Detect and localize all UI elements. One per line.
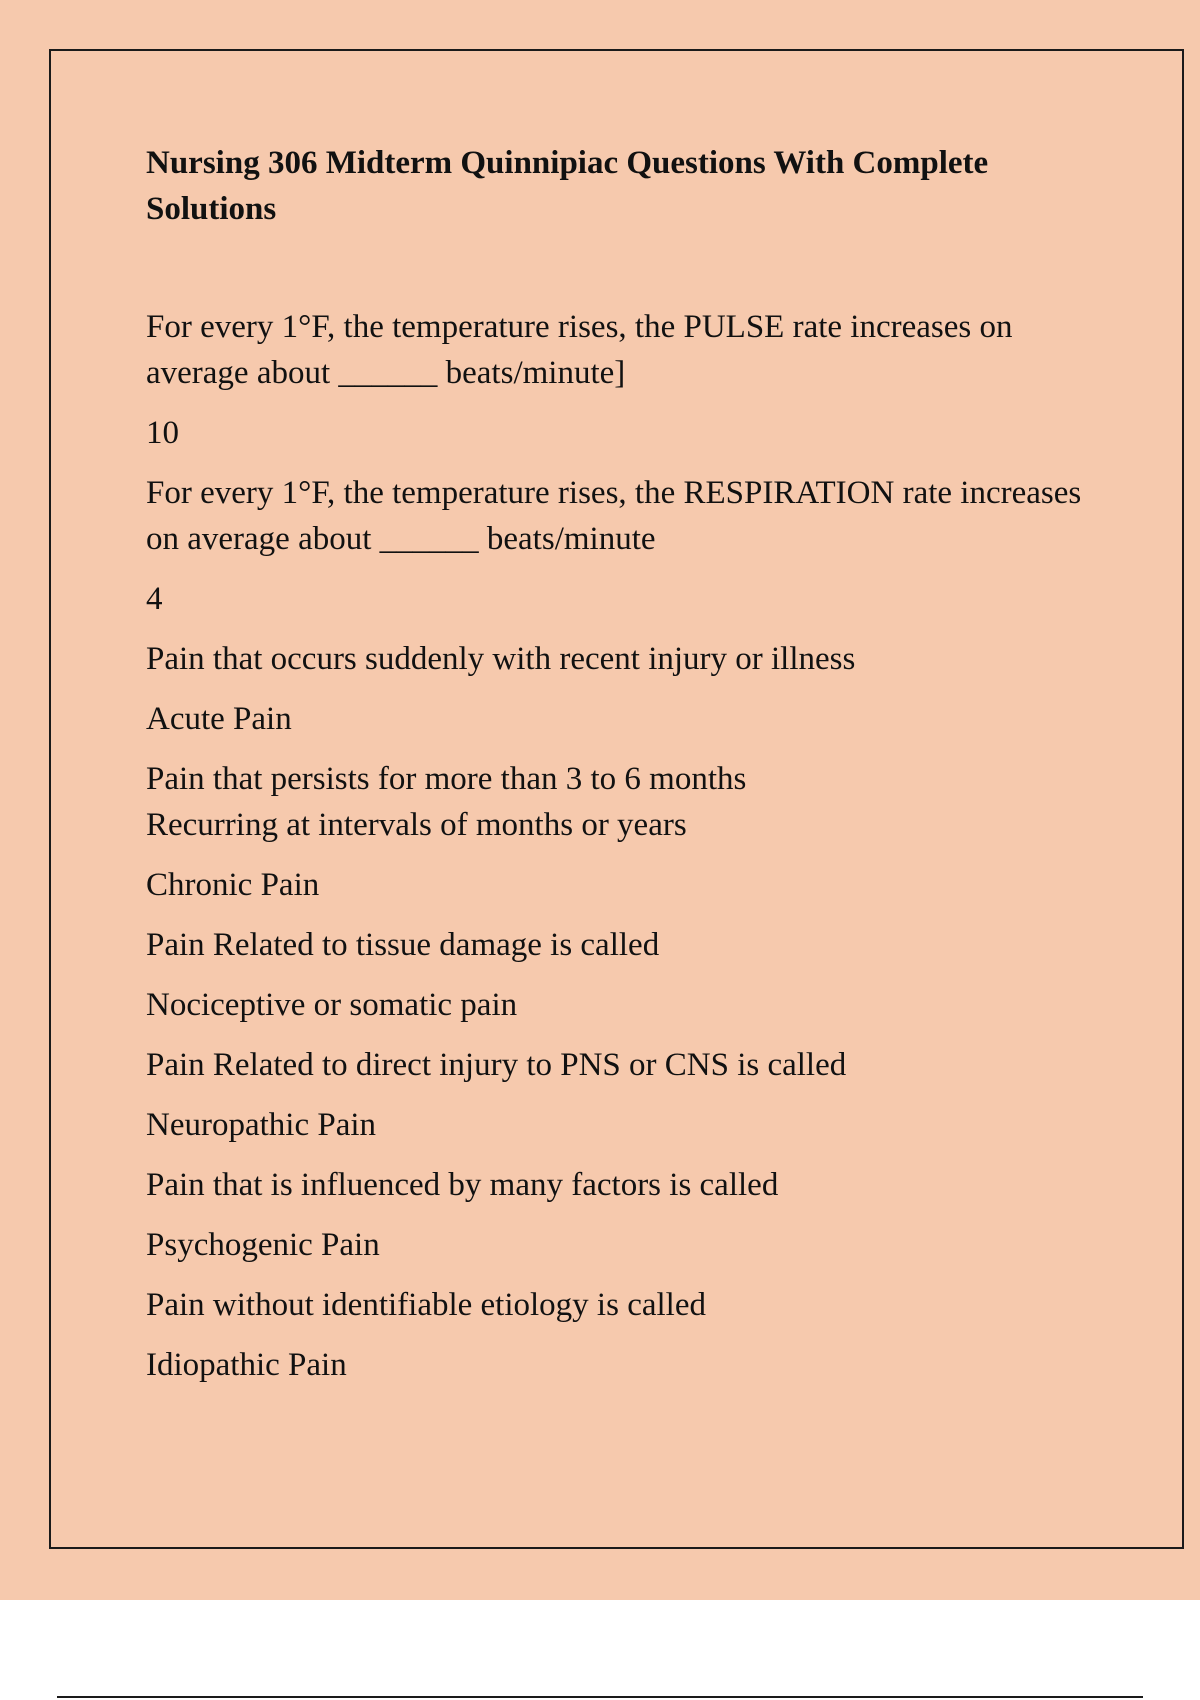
document-content <box>146 140 1096 1402</box>
answer-psychogenic: Psychogenic Pain <box>146 1227 380 1263</box>
document-title: Nursing 306 Midterm Quinnipiac Questions With Complete Solutions <box>146 145 989 227</box>
answer-respiration: 4 <box>146 581 163 617</box>
question-chronic-pain: Pain that persists for more than 3 to 6 months Recurring at intervals of months or years <box>146 761 747 843</box>
answer-neuropathic: Neuropathic Pain <box>146 1107 377 1143</box>
answer-chronic-pain: Chronic Pain <box>146 867 320 903</box>
question-many-factors: Pain that is influenced by many factors is called <box>146 1167 779 1203</box>
answer-pulse: 10 <box>146 415 179 451</box>
question-no-etiology: Pain without identifiable etiology is called <box>146 1287 706 1323</box>
question-tissue-damage: Pain Related to tissue damage is called <box>146 927 660 963</box>
answer-acute-pain: Acute Pain <box>146 701 292 737</box>
answer-idiopathic: Idiopathic Pain <box>146 1347 347 1383</box>
question-acute-pain: Pain that occurs suddenly with recent injury or illness <box>146 641 856 677</box>
question-direct-injury: Pain Related to direct injury to PNS or CNS is called <box>146 1047 847 1083</box>
question-respiration: For every 1°F, the temperature rises, the RESPIRATION rate increases on average about ______ beats/minute <box>146 475 1082 557</box>
question-pulse: For every 1°F, the temperature rises, the PULSE rate increases on average about ______ beats/minute] <box>146 309 1013 391</box>
footer-rule <box>57 1696 1143 1698</box>
answer-nociceptive: Nociceptive or somatic pain <box>146 987 518 1023</box>
